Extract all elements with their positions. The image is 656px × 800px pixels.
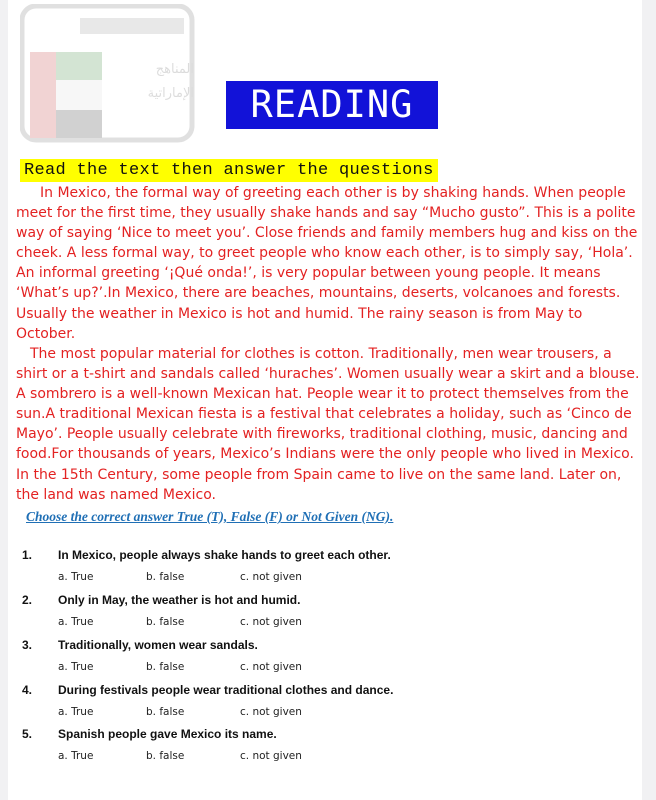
option-b[interactable]: b. false <box>146 571 185 583</box>
question-number: 1. <box>22 548 33 562</box>
watermark-logo <box>20 4 196 144</box>
question-number: 4. <box>22 683 33 697</box>
question-number: 2. <box>22 593 33 607</box>
option-c[interactable]: c. not given <box>240 616 302 628</box>
option-b[interactable]: b. false <box>146 750 185 762</box>
reading-paragraph-2 <box>16 344 642 505</box>
option-a[interactable]: a. True <box>58 750 94 762</box>
option-a[interactable]: a. True <box>58 571 94 583</box>
option-c[interactable]: c. not given <box>240 661 302 673</box>
question-text: During festivals people wear traditional clothes and dance. <box>58 683 394 697</box>
watermark-line1: المناهج <box>155 62 194 77</box>
option-c[interactable]: c. not given <box>240 571 302 583</box>
option-a[interactable]: a. True <box>58 616 94 628</box>
watermark-text <box>102 58 194 106</box>
reading-paragraph-1 <box>16 183 642 344</box>
page-title: READING <box>226 81 438 129</box>
option-b[interactable]: b. false <box>146 616 185 628</box>
paragraph-2-text: The most popular material for clothes is cotton. Traditionally, men wear trousers, a shirt or a t-shirt and sandals called ‘huraches’. Women usually wear a skirt and a blouse. A sombrero is a well-known Mexican hat. People wear it to protect themselves from the sun.A traditional Mexican fiesta is a festival that celebrates a holiday, such as ‘Cinco de Mayo’. People usually celebrate with fireworks, traditional clothing, music, dancing and food.For thousands of years, Mexico’s Indians were the only people who lived in Mexico. In the 15th Century, some people from Spain came to live on the same land. Later on, the land was named Mexico. <box>16 346 640 503</box>
question-text: Traditionally, women wear sandals. <box>58 638 258 652</box>
option-a[interactable]: a. True <box>58 661 94 673</box>
question-number: 5. <box>22 727 33 741</box>
paragraph-1-text: In Mexico, the formal way of greeting each other is by shaking hands. When people meet for the first time, they usually shake hands and say “Mucho gusto”. This is a polite way of saying ‘Nice to meet you’. Close friends and family members hug and kiss on the cheek. A less formal way, to greet people who know each other, is to simply say, ‘Hola’. An informal greeting ‘¡Qué onda!’, is very popular between young people. It means ‘What’s up?’.In Mexico, there are beaches, mountains, deserts, volcanoes and forests. Usually the weather in Mexico is hot and humid. The rainy season is from May to October. <box>16 185 638 342</box>
question-text: In Mexico, people always shake hands to greet each other. <box>58 548 391 562</box>
watermark-line2: الإماراتية <box>147 86 194 101</box>
option-b[interactable]: b. false <box>146 661 185 673</box>
worksheet-page <box>8 0 642 800</box>
option-c[interactable]: c. not given <box>240 750 302 762</box>
option-a[interactable]: a. True <box>58 706 94 718</box>
question-text: Only in May, the weather is hot and humid. <box>58 593 301 607</box>
option-c[interactable]: c. not given <box>240 706 302 718</box>
task-instruction: Choose the correct answer True (T), False (F) or Not Given (NG). <box>26 509 394 524</box>
instruction-heading: Read the text then answer the questions <box>20 159 438 182</box>
option-b[interactable]: b. false <box>146 706 185 718</box>
question-number: 3. <box>22 638 33 652</box>
question-text: Spanish people gave Mexico its name. <box>58 727 277 741</box>
